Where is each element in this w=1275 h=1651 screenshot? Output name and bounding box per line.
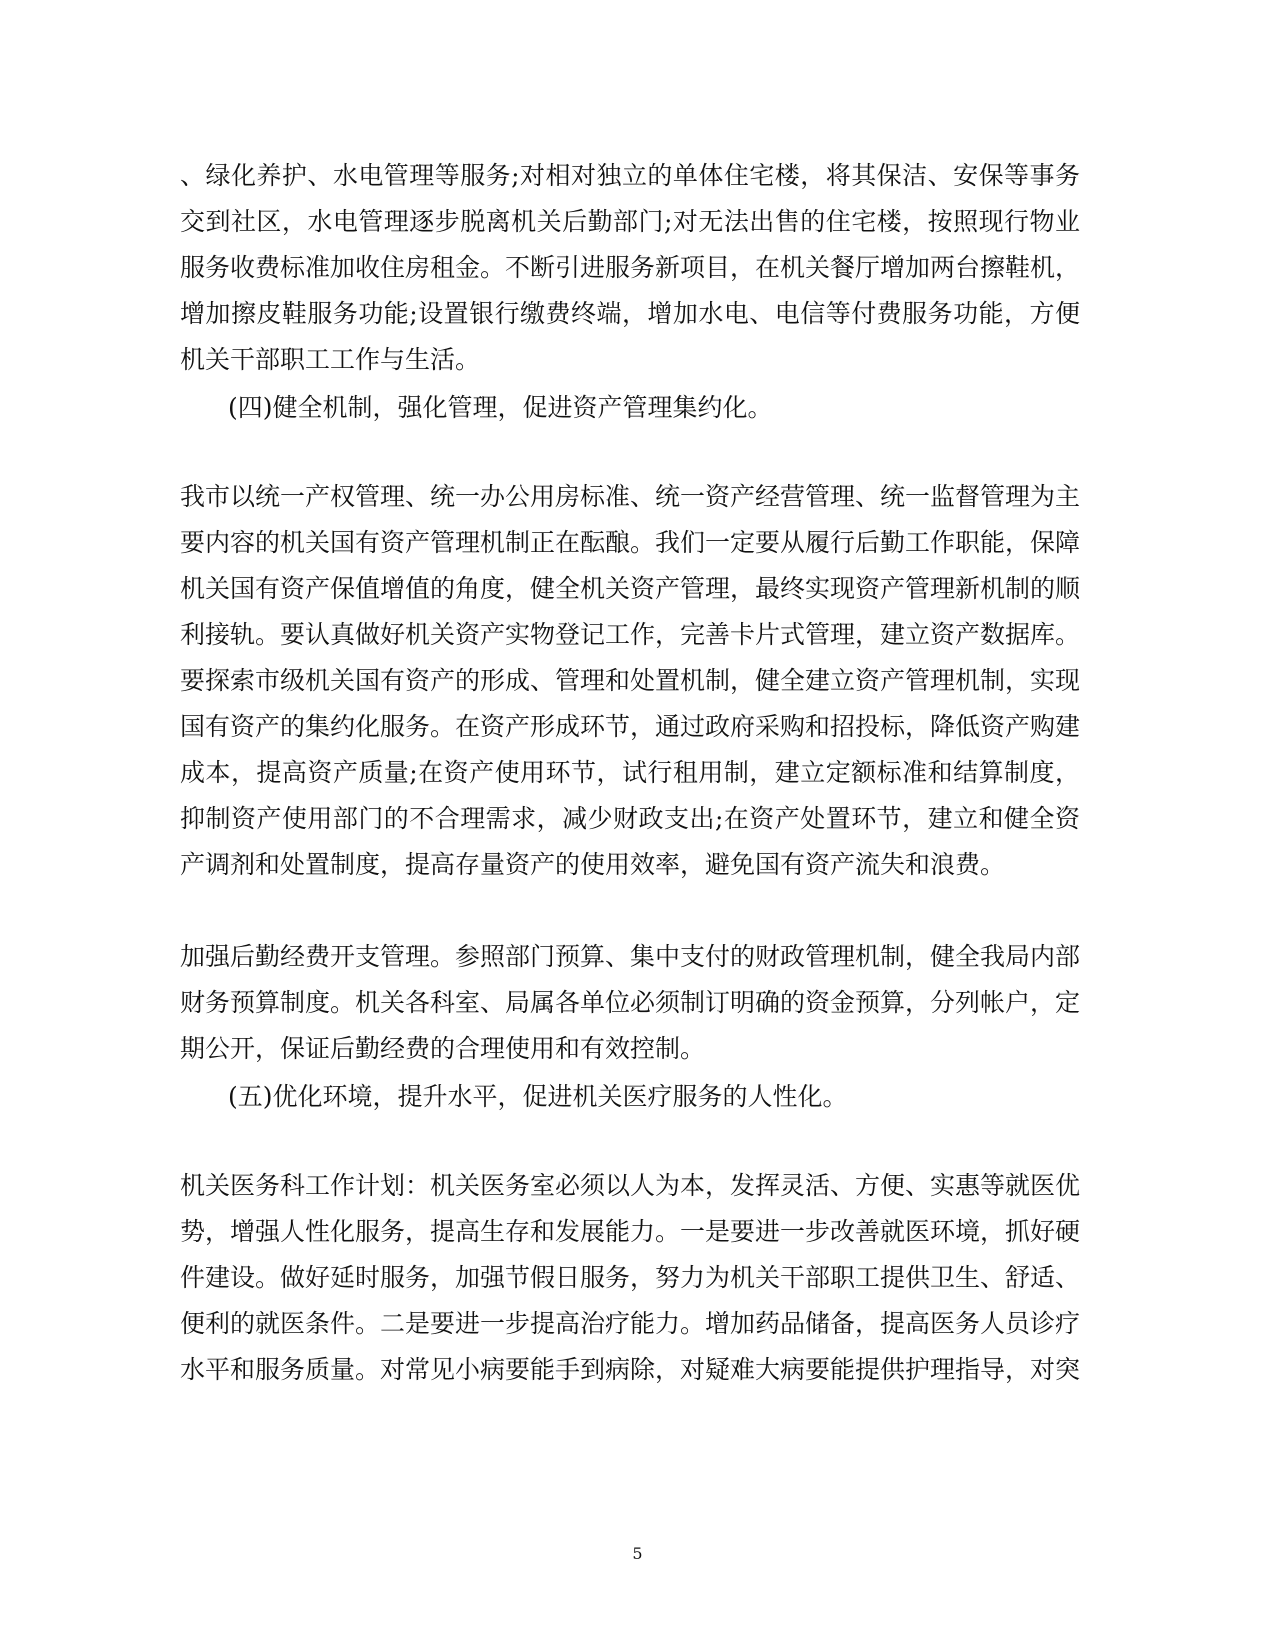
paragraph1-line: 服务收费标准加收住房租金。不断引进服务新项目，在机关餐厅增加两台擦鞋机， <box>180 253 1080 282</box>
paragraph3-line: 加强后勤经费开支管理。参照部门预算、集中支付的财政管理机制，健全我局内部 <box>180 942 1080 971</box>
paragraph4-line: 水平和服务质量。对常见小病要能手到病除，对疑难大病要能提供护理指导，对突 <box>180 1355 1080 1384</box>
paragraph1-line: 交到社区，水电管理逐步脱离机关后勤部门;对无法出售的住宅楼，按照现行物业 <box>180 207 1080 236</box>
paragraph2-line: 利接轨。要认真做好机关资产实物登记工作，完善卡片式管理，建立资产数据库。 <box>180 620 1080 649</box>
page-number: 5 <box>632 1544 643 1563</box>
paragraph4-line: 机关医务科工作计划：机关医务室必须以人为本，发挥灵活、方便、实惠等就医优 <box>180 1171 1080 1200</box>
paragraph3-line: 期公开，保证后勤经费的合理使用和有效控制。 <box>180 1034 706 1063</box>
paragraph2-line: 国有资产的集约化服务。在资产形成环节，通过政府采购和招投标，降低资产购建 <box>180 712 1080 741</box>
paragraph3-line: 财务预算制度。机关各科室、局属各单位必须制订明确的资金预算，分列帐户，定 <box>180 988 1080 1017</box>
paragraph4-line: 势，增强人性化服务，提高生存和发展能力。一是要进一步改善就医环境，抓好硬 <box>180 1217 1080 1246</box>
paragraph2-line: 我市以统一产权管理、统一办公用房标准、统一资产经营管理、统一监督管理为主 <box>180 482 1080 511</box>
paragraph2-line: 要内容的机关国有资产管理机制正在酝酿。我们一定要从履行后勤工作职能，保障 <box>180 528 1080 557</box>
paragraph1-line: 、绿化养护、水电管理等服务;对相对独立的单体住宅楼，将其保洁、安保等事务 <box>180 161 1080 190</box>
paragraph2-line: 成本，提高资产质量;在资产使用环节，试行租用制，建立定额标准和结算制度， <box>180 758 1080 787</box>
section-heading-5: (五)优化环境，提升水平，促进机关医疗服务的人性化。 <box>228 1082 848 1111</box>
paragraph2-line: 产调剂和处置制度，提高存量资产的使用效率，避免国有资产流失和浪费。 <box>180 850 1006 879</box>
section-heading-4: (四)健全机制，强化管理，促进资产管理集约化。 <box>228 393 773 422</box>
paragraph2-line: 抑制资产使用部门的不合理需求，减少财政支出;在资产处置环节，建立和健全资 <box>180 804 1080 833</box>
paragraph2-line: 要探索市级机关国有资产的形成、管理和处置机制，健全建立资产管理机制，实现 <box>180 666 1080 695</box>
paragraph1-line: 增加擦皮鞋服务功能;设置银行缴费终端，增加水电、电信等付费服务功能，方便 <box>180 299 1080 328</box>
paragraph4-line: 件建设。做好延时服务，加强节假日服务，努力为机关干部职工提供卫生、舒适、 <box>180 1263 1080 1292</box>
paragraph1-line: 机关干部职工工作与生活。 <box>180 345 481 374</box>
paragraph2-line: 机关国有资产保值增值的角度，健全机关资产管理，最终实现资产管理新机制的顺 <box>180 574 1080 603</box>
paragraph4-line: 便利的就医条件。二是要进一步提高治疗能力。增加药品储备，提高医务人员诊疗 <box>180 1309 1080 1338</box>
